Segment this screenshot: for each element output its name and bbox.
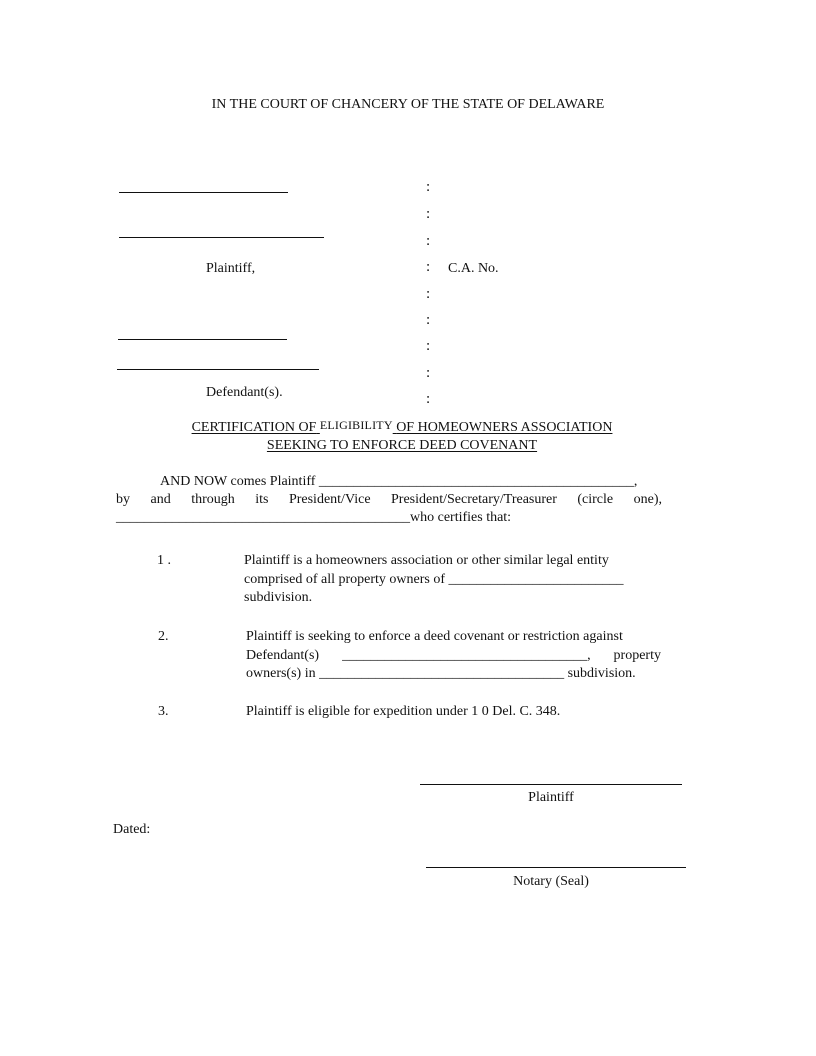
caption-separator: : <box>426 338 431 354</box>
caption-separator: : <box>426 179 431 195</box>
item-text-line: Plaintiff is eligible for expedition under 1 0 Del. C. 348. <box>246 704 561 719</box>
item-text-line: subdivision. <box>244 590 313 605</box>
title-prefix: CERTIFICATION OF <box>191 420 317 435</box>
plaintiff-signature-label: Plaintiff <box>528 790 574 805</box>
court-header: IN THE COURT OF CHANCERY OF THE STATE OF DELAWARE <box>211 97 605 112</box>
defendant-name-line-2[interactable] <box>117 369 319 370</box>
plaintiff-name-line-1[interactable] <box>119 192 288 193</box>
document-title-line-2: SEEKING TO ENFORCE DEED COVENANT <box>266 438 538 453</box>
item-text-line: Defendant(s) ___________________________________, property <box>246 648 661 663</box>
intro-lead: AND NOW comes Plaintiff <box>160 474 316 489</box>
defendant-name-line-1[interactable] <box>118 339 287 340</box>
notary-seal-label: Notary (Seal) <box>513 874 589 889</box>
item-text-line: Plaintiff is a homeowners association or other similar legal entity <box>244 553 609 568</box>
intro-tail: who certifies that: <box>410 510 512 525</box>
intro-line-3 <box>116 510 511 526</box>
item-text-line: Plaintiff is seeking to enforce a deed covenant or restriction against <box>246 629 623 644</box>
plaintiff-signature-line[interactable] <box>420 784 682 785</box>
item-number: 2. <box>158 629 169 644</box>
item-number: 3. <box>158 704 169 719</box>
intro-line-2: by and through its President/Vice President/Secretary/Treasurer (circle one), <box>116 492 662 507</box>
plaintiff-name-blank[interactable]: _____________________________________________, <box>318 474 638 489</box>
caption-separator: : <box>426 259 431 275</box>
defendant-label: Defendant(s). <box>206 385 283 400</box>
item-text-line: owners(s) in ___________________________________ subdivision. <box>246 666 636 681</box>
caption-separator: : <box>426 233 431 249</box>
officer-name-blank[interactable]: __________________________________________ <box>116 510 410 525</box>
caption-separator: : <box>426 286 431 302</box>
caption-separator: : <box>426 365 431 381</box>
caption-separator: : <box>426 391 431 407</box>
item-number: 1 . <box>157 553 171 568</box>
intro-line-1 <box>160 474 637 490</box>
title-eligibility-word: ELIGIBILITY <box>319 418 393 432</box>
plaintiff-label: Plaintiff, <box>206 261 256 276</box>
title-suffix: OF HOMEOWNERS ASSOCIATION <box>396 420 613 435</box>
caption-separator: : <box>426 206 431 222</box>
case-number-label: C.A. No. <box>448 261 499 276</box>
plaintiff-name-line-2[interactable] <box>119 237 324 238</box>
document-title-line-1 <box>0 420 804 436</box>
caption-separator: : <box>426 312 431 328</box>
item-text-line: comprised of all property owners of _________________________ <box>244 572 624 587</box>
notary-signature-line[interactable] <box>426 867 686 868</box>
dated-label: Dated: <box>113 822 151 837</box>
